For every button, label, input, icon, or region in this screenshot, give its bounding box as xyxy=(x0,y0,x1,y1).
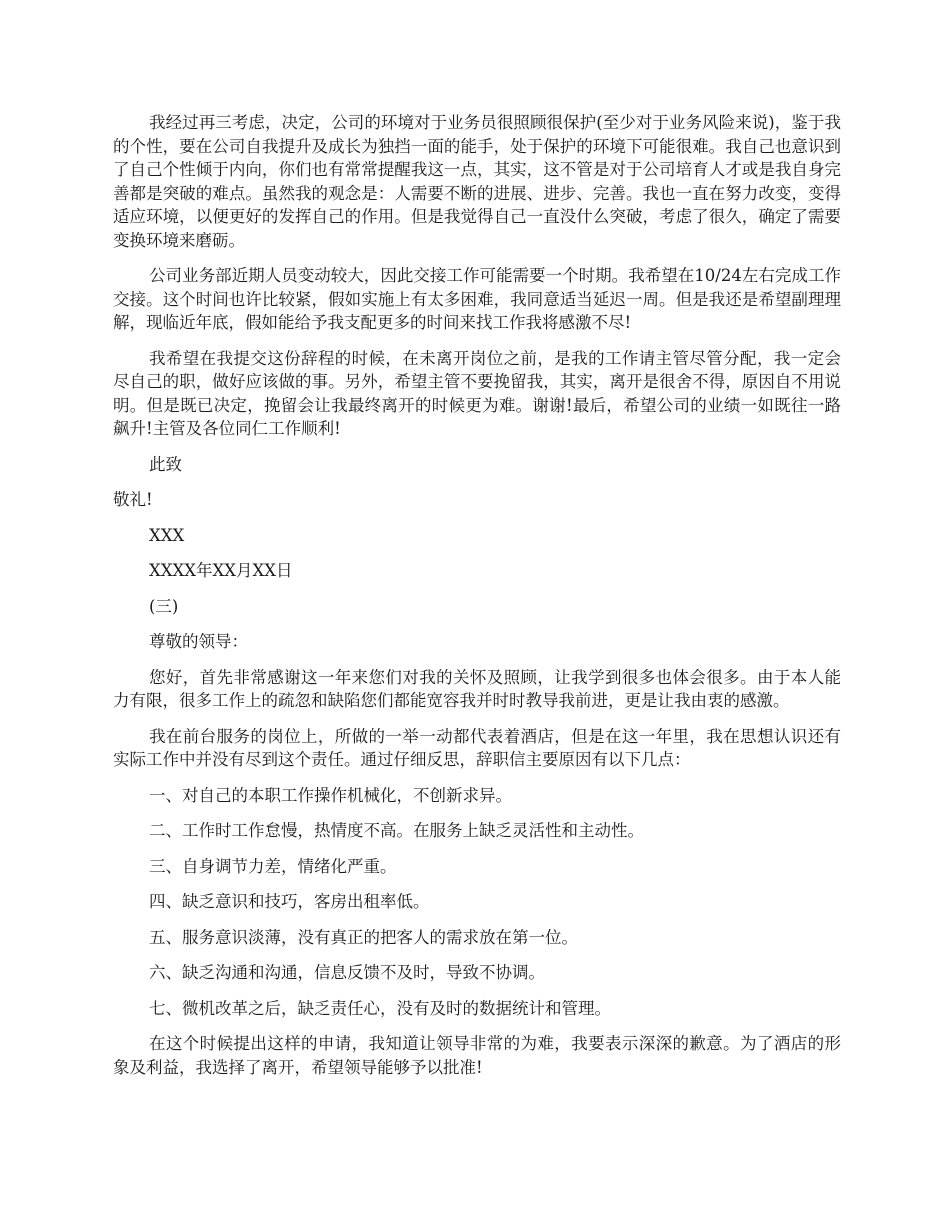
greeting: 尊敬的领导： xyxy=(149,632,248,651)
signature-date: XXXX年XX月XX日 xyxy=(149,561,293,580)
list-item: 一、对自己的本职工作操作机械化，不创新求异。 xyxy=(149,785,512,805)
list-item: 二、工作时工作怠慢，热情度不高。在服务上缺乏灵活性和主动性。 xyxy=(149,821,644,840)
paragraph-thanks: 您好，首先非常感谢这一年来您们对我的关怀及照顾，让我学到很多也体会很多。由于本人能力有限，很多工作上的疏忽和缺陷您们都能宽容我并时时教导我前进，更是让我由衷的感激。 xyxy=(113,667,841,710)
closing-regards: 敬礼! xyxy=(113,490,153,509)
list-item: 三、自身调节力差，情绪化严重。 xyxy=(149,856,397,876)
list-item: 六、缺乏沟通和沟通，信息反馈不及时，导致不协调。 xyxy=(149,963,545,982)
paragraph-handover: 公司业务部近期人员变动较大，因此交接工作可能需要一个时期。我希望在10/24左右完成工作交接。这个时间也许比较紧，假如实施上有太多困难，我同意适当延迟一周。但是我还是希望副理理解，现临近年底，假如能给予我支配更多的时间来找工作我将感激不尽! xyxy=(113,266,841,332)
paragraph-request: 我希望在我提交这份辞程的时候，在未离开岗位之前，是我的工作请主管尽管分配，我一定会尽自己的职，做好应该做的事。另外，希望主管不要挽留我，其实，离开是很舍不得，原因自不用说明。但是既已决定，挽留会让我最终离开的时候更为难。谢谢!最后，希望公司的业绩一如既往一路飙升!主管及各位同仁工作顺利! xyxy=(113,348,841,438)
list-item: 四、缺乏意识和技巧，客房出租率低。 xyxy=(149,892,430,911)
paragraph-conclusion: 在这个时候提出这样的申请，我知道让领导非常的为难，我要表示深深的歉意。为了酒店的形象及利益，我选择了离开，希望领导能够予以批准! xyxy=(113,1034,841,1077)
list-item: 五、服务意识淡薄，没有真正的把客人的需求放在第一位。 xyxy=(149,927,578,947)
closing-salutation: 此致 xyxy=(149,454,182,474)
section-heading: (三) xyxy=(149,596,179,616)
list-item: 七、微机改革之后，缺乏责任心，没有及时的数据统计和管理。 xyxy=(149,998,611,1018)
document-body xyxy=(113,111,841,1091)
paragraph-reasons-intro: 我在前台服务的岗位上，所做的一举一动都代表着酒店，但是在这一年里，我在思想认识还有实际工作中并没有尽到这个责任。通过仔细反思，辞职信主要原因有以下几点： xyxy=(113,726,841,769)
paragraph-reason: 我经过再三考虑，决定，公司的环境对于业务员很照顾很保护(至少对于业务风险来说)，鉴于我的个性，要在公司自我提升及成长为独挡一面的能手，处于保护的环境下可能很难。我自己也意识到了自己个性倾于内向，你们也有常常提醒我这一点，其实，这不管是对于公司培育人才或是我自身完善都是突破的难点。虽然我的观念是：人需要不断的进展、进步、完善。我也一直在努力改变，变得适应环境，以便更好的发挥自己的作用。但是我觉得自己一直没什么突破，考虑了很久，确定了需要变换环境来磨砺。 xyxy=(113,113,841,250)
signature-name: XXX xyxy=(149,525,185,545)
